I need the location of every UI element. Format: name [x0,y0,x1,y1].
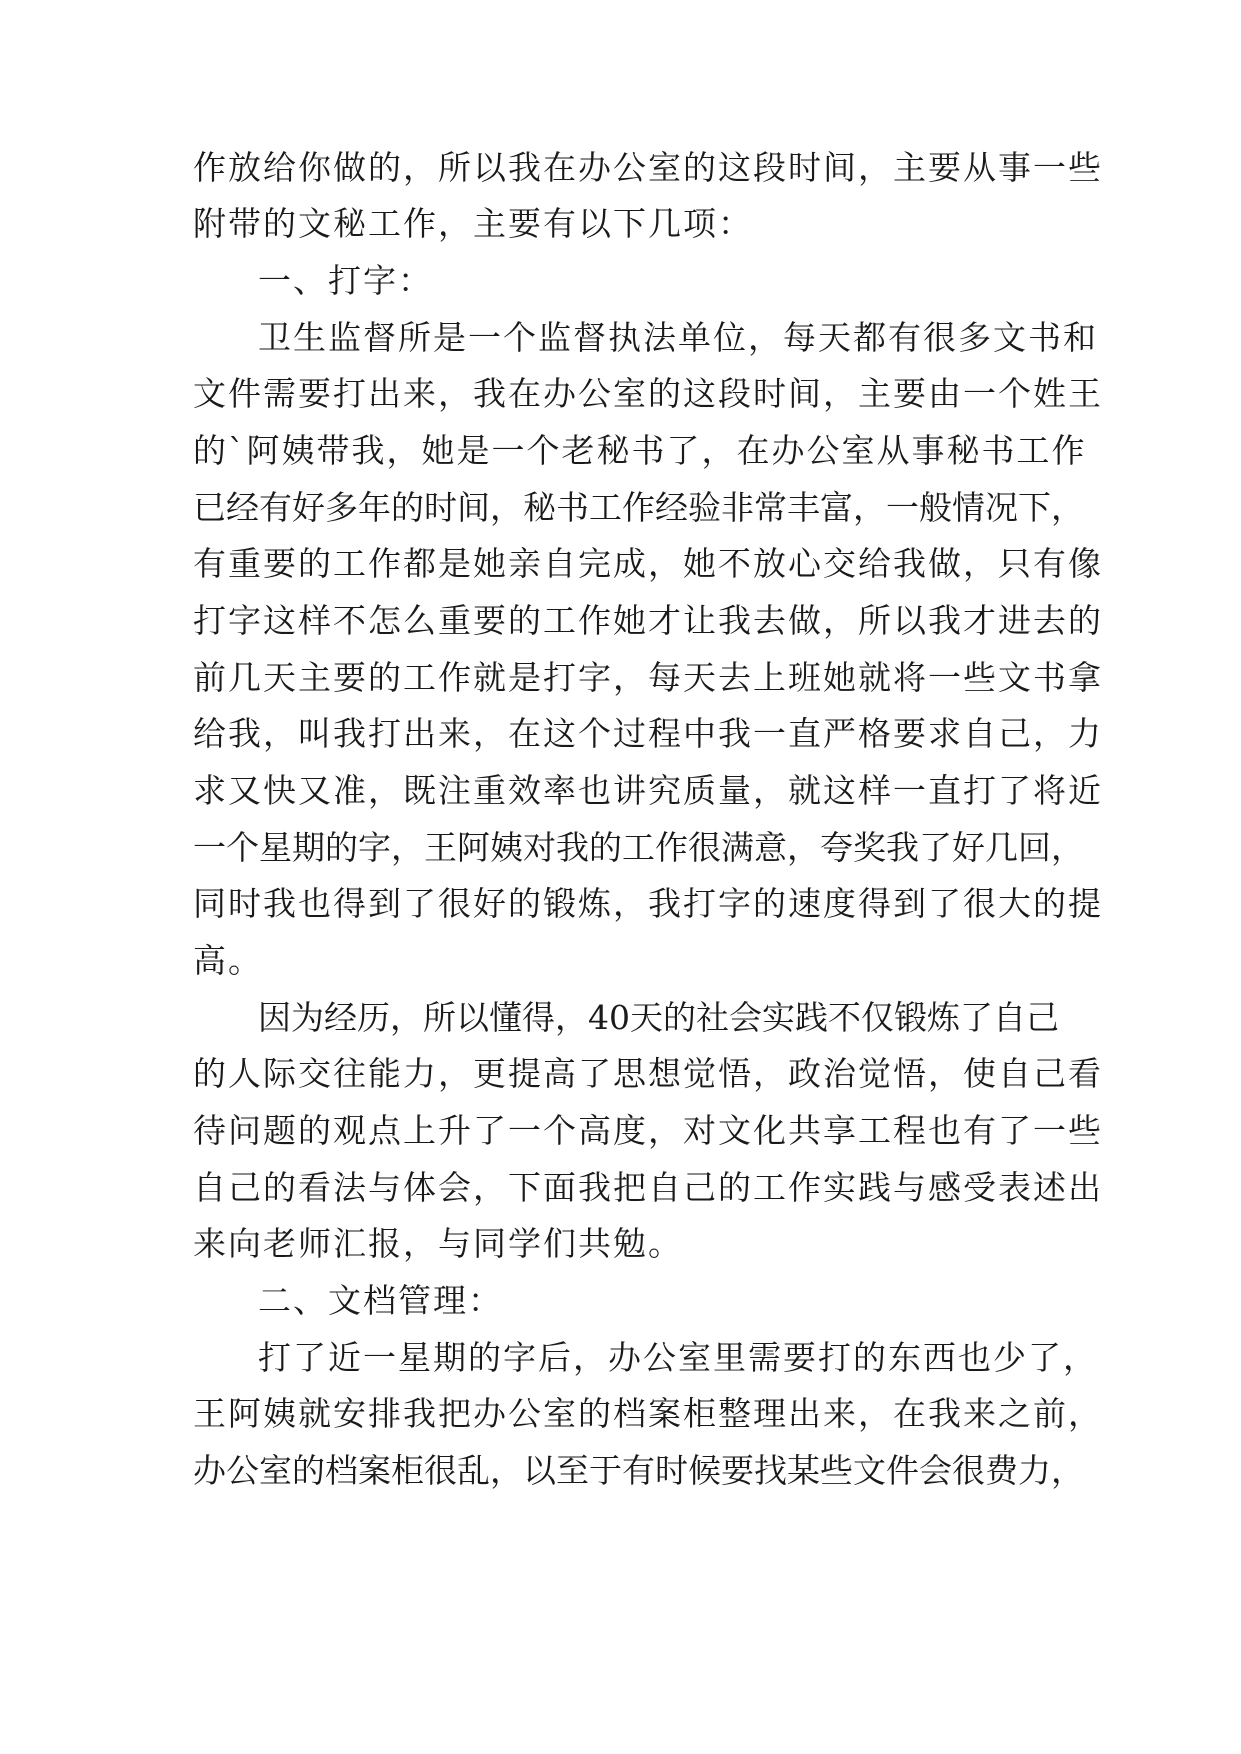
text-line: 已经有好多年的时间，秘书工作经验非常丰富，一般情况下， [193,488,1084,527]
text-line: 办公室的档案柜很乱，以至于有时候要找某些文件会很费力， [193,1451,1084,1490]
text-line: 同时我也得到了很好的锻炼，我打字的速度得到了很大的提 [193,884,1103,923]
text-line: 作放给你做的，所以我在办公室的这段时间，主要从事一些 [193,148,1103,187]
text-line: 来向老师汇报，与同学们共勉。 [193,1224,683,1263]
text-line: 自己的看法与体会，下面我把自己的工作实践与感受表述出 [193,1168,1103,1207]
text-line: 附带的文秘工作，主要有以下几项： [193,204,753,243]
text-line: 打字这样不怎么重要的工作她才让我去做，所以我才进去的 [193,601,1103,640]
text-line: 的人际交往能力，更提高了思想觉悟，政治觉悟，使自己看 [193,1054,1103,1093]
text-line: 因为经历，所以懂得，40天的社会实践不仅锻炼了自己 [258,998,1059,1037]
text-line: 卫生监督所是一个监督执法单位，每天都有很多文书和 [258,318,1098,357]
text-line: 文件需要打出来，我在办公室的这段时间，主要由一个姓王 [193,374,1103,413]
text-line: 前几天主要的工作就是打字，每天去上班她就将一些文书拿 [193,658,1103,697]
text-line: 待问题的观点上升了一个高度，对文化共享工程也有了一些 [193,1111,1103,1150]
text-line: 求又快又准，既注重效率也讲究质量，就这样一直打了将近 [193,771,1103,810]
text-line: 打了近一星期的字后，办公室里需要打的东西也少了， [258,1338,1098,1377]
text-line: 给我，叫我打出来，在这个过程中我一直严格要求自己，力 [193,714,1103,753]
text-line: 的`阿姨带我，她是一个老秘书了，在办公室从事秘书工作 [193,431,1087,470]
section-heading: 二、文档管理： [258,1281,503,1320]
text-line: 高。 [193,941,263,980]
text-line: 一个星期的字，王阿姨对我的工作很满意，夸奖我了好几回， [193,828,1084,867]
section-heading: 一、打字： [258,261,433,300]
text-line: 有重要的工作都是她亲自完成，她不放心交给我做，只有像 [193,544,1103,583]
text-line: 王阿姨就安排我把办公室的档案柜整理出来，在我来之前， [193,1394,1103,1433]
